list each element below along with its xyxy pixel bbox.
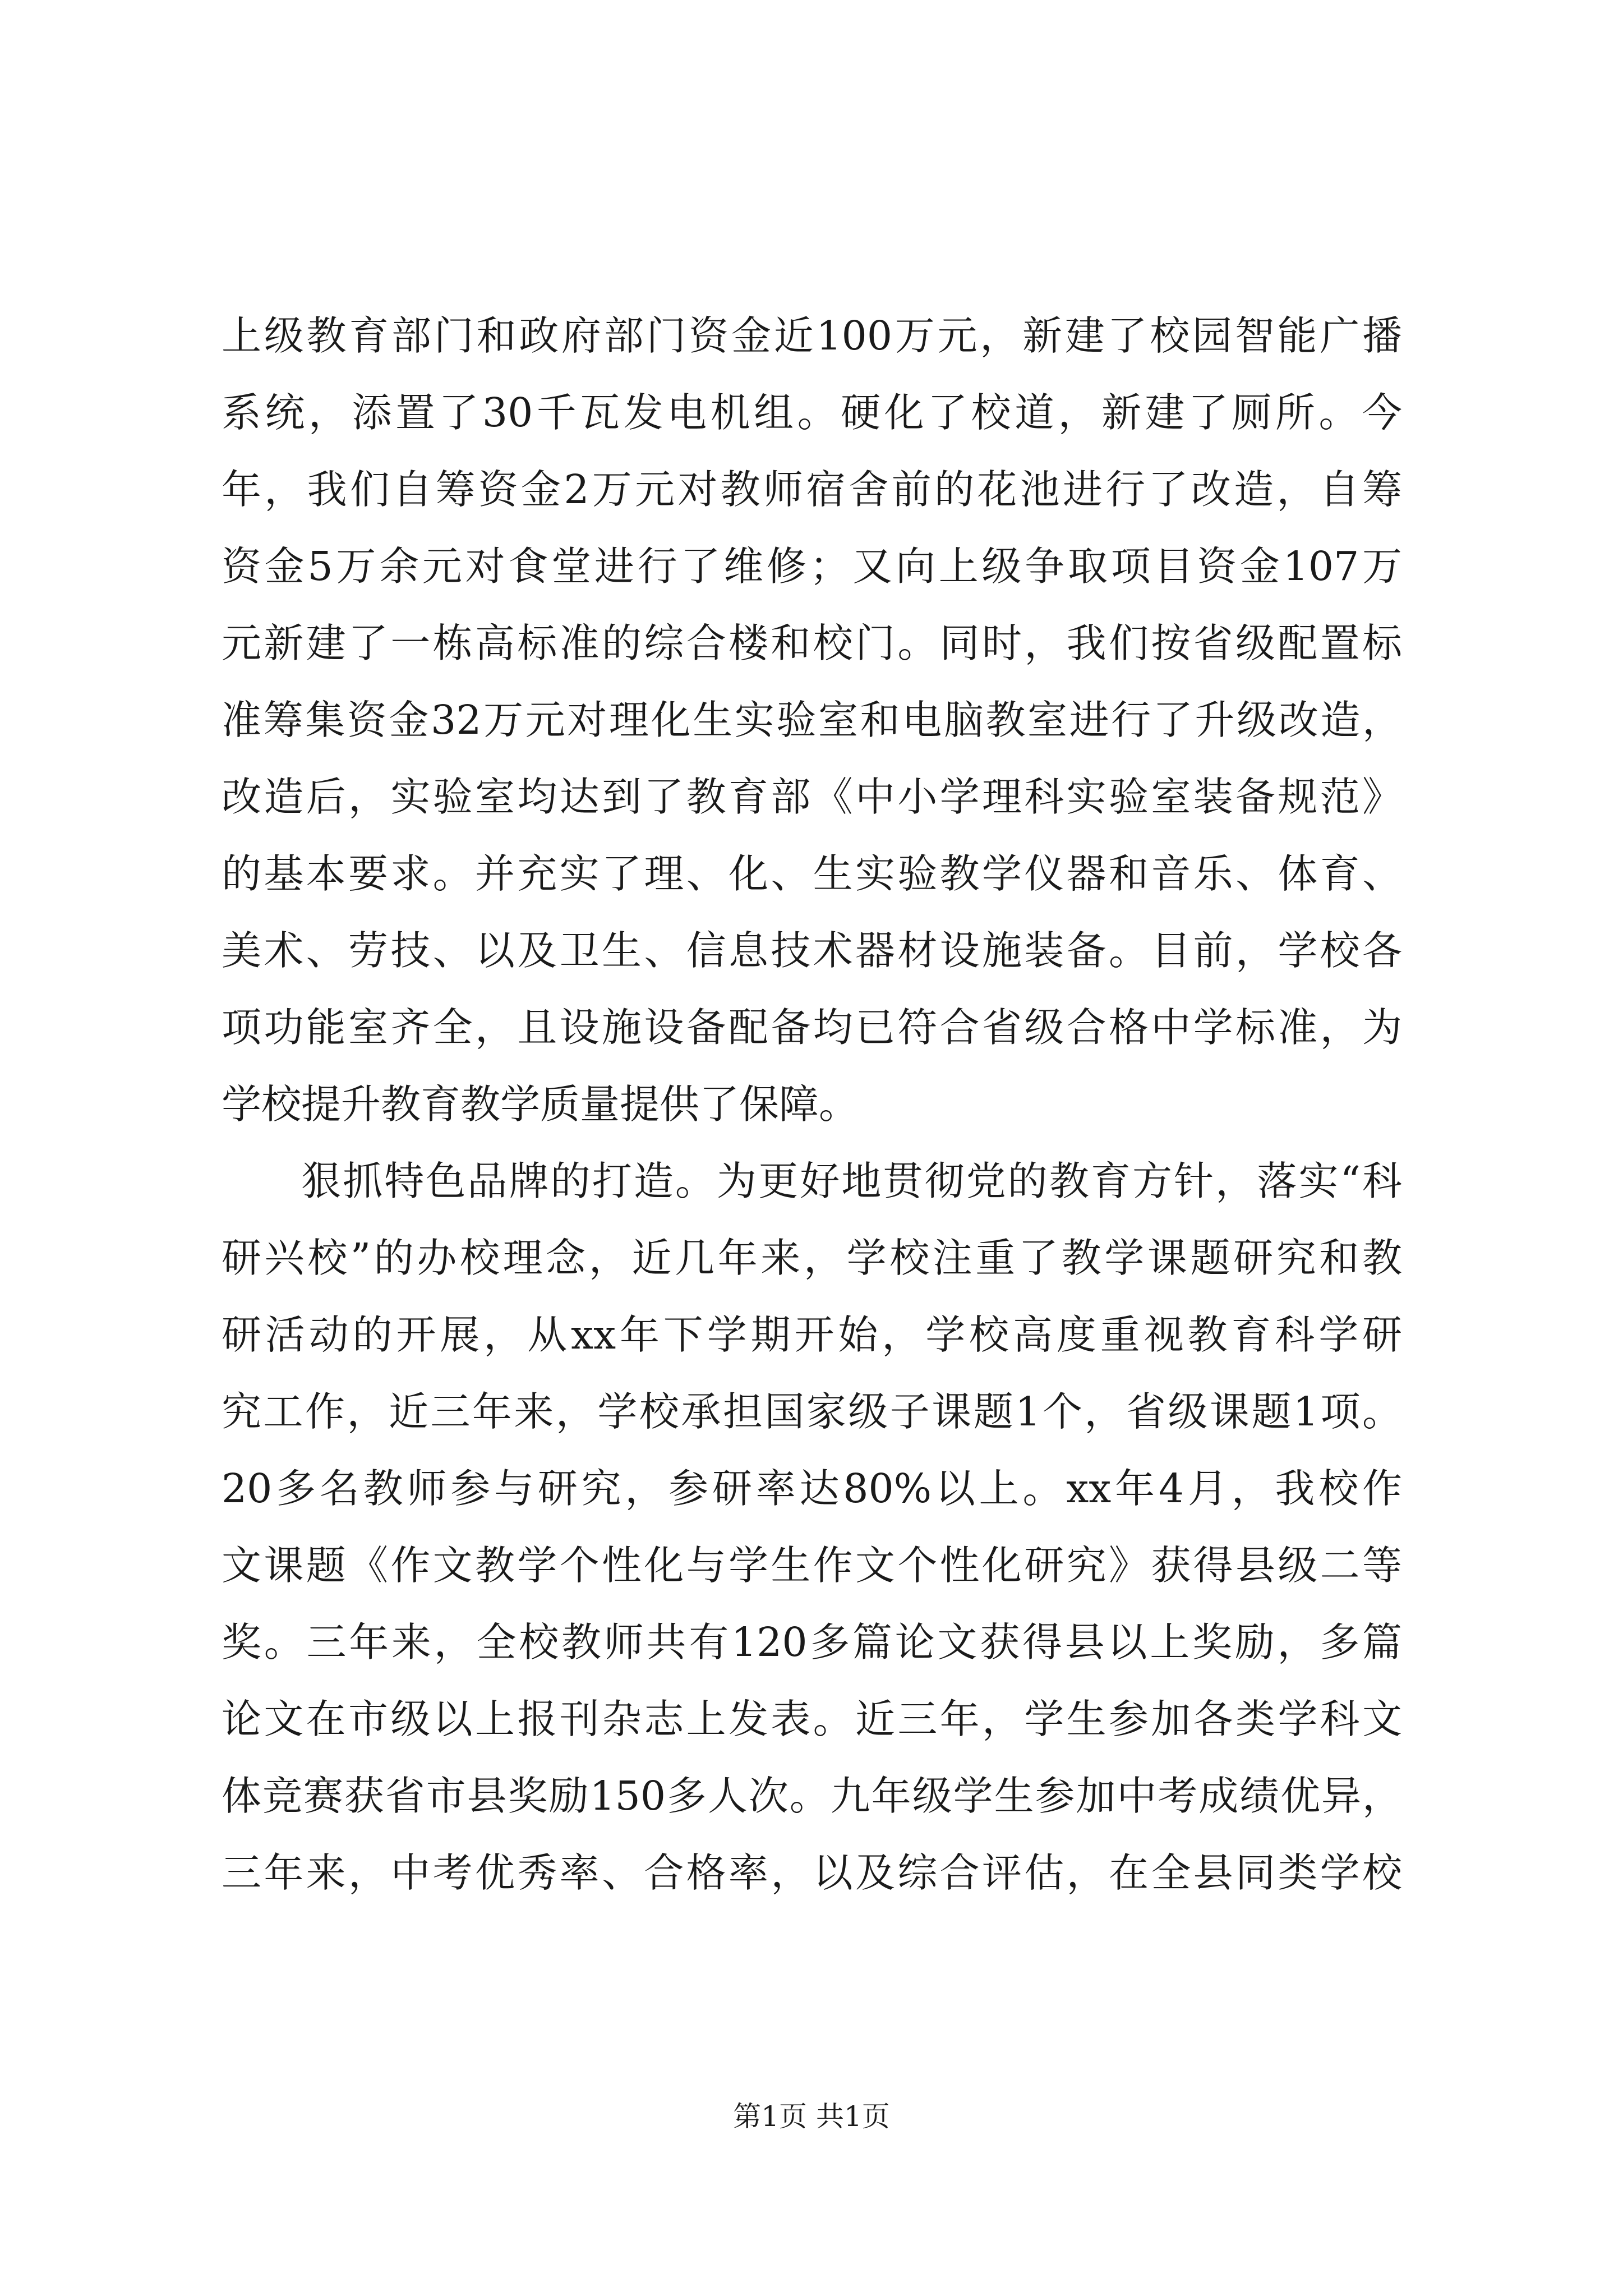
text-line: 文课题《作文教学个性化与学生作文个性化研究》获得县级二等 [222,1542,1402,1589]
paragraph-start-line: 狠抓特色品牌的打造。为更好地贯彻党的教育方针，落实“科 [301,1158,1402,1204]
text-line: 研兴校”的办校理念，近几年来，学校注重了教学课题研究和教 [222,1235,1402,1281]
text-line: 20多名教师参与研究，参研率达80%以上。xx年4月，我校作 [222,1465,1402,1512]
text-line: 究工作，近三年来，学校承担国家级子课题1个，省级课题1项。 [222,1388,1402,1435]
text-line: 元新建了一栋高标准的综合楼和校门。同时，我们按省级配置标 [222,620,1402,666]
document-body [222,297,1402,1911]
text-line: 资金5万余元对食堂进行了维修；又向上级争取项目资金107万 [222,543,1402,590]
text-line: 研活动的开展，从xx年下学期开始，学校高度重视教育科学研 [222,1312,1402,1358]
text-line: 奖。三年来，全校教师共有120多篇论文获得县以上奖励，多篇 [222,1619,1402,1665]
text-line: 上级教育部门和政府部门资金近100万元，新建了校园智能广播 [222,312,1402,359]
text-line: 美术、劳技、以及卫生、信息技术器材设施装备。目前，学校各 [222,927,1402,974]
text-line: 改造后，实验室均达到了教育部《中小学理科实验室装备规范》 [222,774,1402,820]
page-number-footer: 第1页 共1页 [733,2100,890,2133]
text-line: 年，我们自筹资金2万元对教师宿舍前的花池进行了改造，自筹 [222,466,1402,513]
text-line: 学校提升教育教学质量提供了保障。 [222,1081,859,1128]
text-line: 项功能室齐全，且设施设备配备均已符合省级合格中学标准，为 [222,1004,1402,1051]
text-line: 体竞赛获省市县奖励150多人次。九年级学生参加中考成绩优异， [222,1773,1402,1819]
text-line: 三年来，中考优秀率、合格率，以及综合评估，在全县同类学校 [222,1849,1402,1896]
text-line: 的基本要求。并充实了理、化、生实验教学仪器和音乐、体育、 [222,850,1402,897]
text-line: 系统，添置了30千瓦发电机组。硬化了校道，新建了厕所。今 [222,389,1402,436]
text-line: 论文在市级以上报刊杂志上发表。近三年，学生参加各类学科文 [222,1696,1402,1742]
text-line: 准筹集资金32万元对理化生实验室和电脑教室进行了升级改造， [222,697,1402,743]
